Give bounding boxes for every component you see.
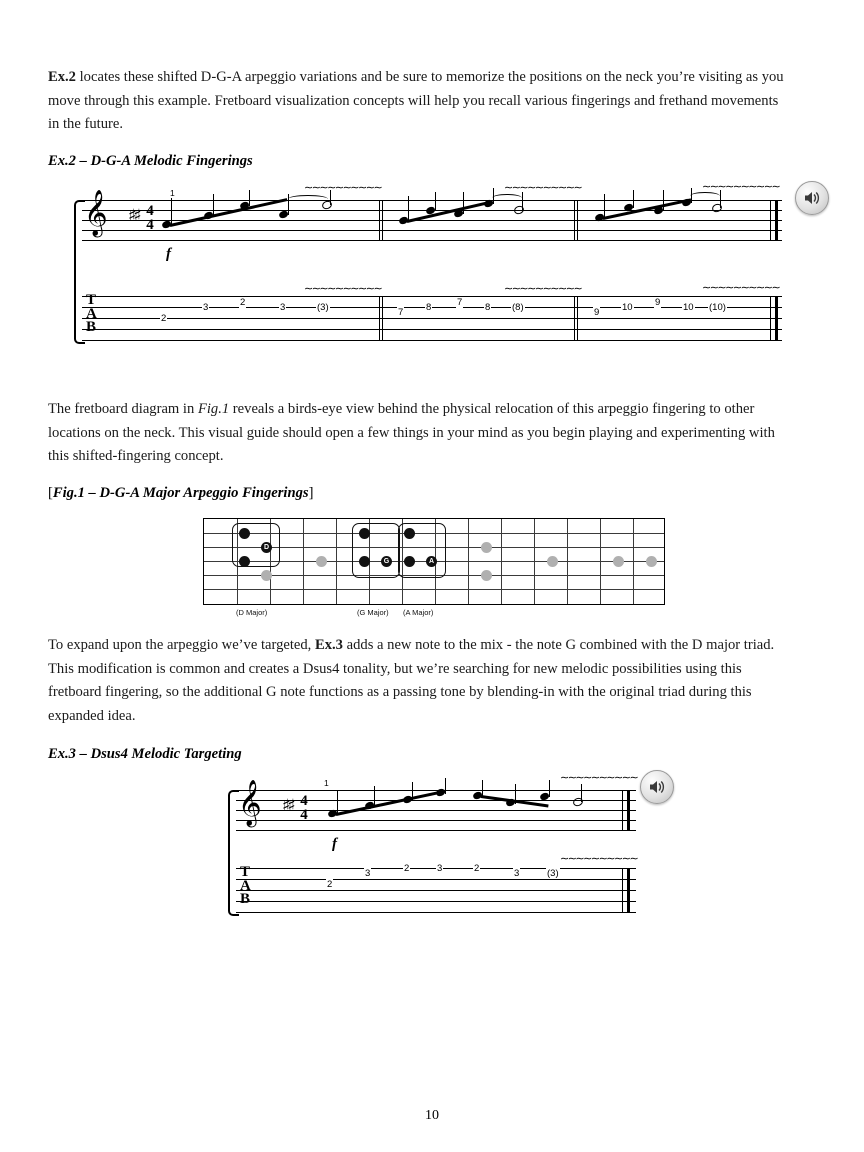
note-stem	[633, 190, 634, 208]
chord-label-a: (A Major)	[403, 608, 434, 617]
tab-number: 2	[240, 297, 246, 308]
shape-box-d	[232, 523, 280, 567]
treble-clef-icon: 𝄞	[238, 780, 262, 826]
barline	[577, 200, 578, 241]
heading-ex3: Ex.3 – Dsus4 Melodic Targeting	[48, 746, 242, 762]
trill-line: ∼∼∼∼∼∼∼∼∼∼	[304, 282, 382, 295]
tab-number: 9	[594, 307, 600, 318]
tab-number: (8)	[512, 302, 524, 313]
heading-fig1-text: Fig.1 – D-G-A Major Arpeggio Fingerings	[52, 485, 309, 501]
barline	[622, 868, 623, 912]
tab-number: (3)	[547, 868, 559, 879]
note-stem	[374, 786, 375, 806]
measure-number: 1	[170, 188, 175, 198]
tab-number: (3)	[317, 302, 329, 313]
note-stem	[171, 198, 172, 224]
treble-clef-icon: 𝄞	[84, 190, 108, 236]
barline	[382, 296, 383, 340]
tab-label: T A B	[240, 864, 251, 907]
note-stem	[522, 192, 523, 210]
barline	[379, 296, 380, 340]
position-marker	[481, 570, 492, 581]
barline	[770, 200, 771, 241]
final-barline	[775, 296, 778, 340]
audio-play-button-ex2[interactable]	[795, 181, 829, 215]
tab-staff	[236, 864, 636, 912]
tab-number: 7	[457, 297, 463, 308]
tab-number: 3	[280, 302, 286, 313]
paragraph-fig1-intro: The fretboard diagram in Fig.1 reveals a birds-eye view behind the physical relocation of this arpeggio fingering to other locations on the neck. This visual guide should open a few things in your mind as you begin playing and experimenting with this shifted-fingering concept.	[48, 401, 775, 465]
note-stem	[581, 784, 582, 802]
trill-line: ∼∼∼∼∼∼∼∼∼∼	[504, 181, 582, 194]
tab-number: 3	[203, 302, 209, 313]
key-signature: ♯♯	[128, 206, 139, 226]
trill-line: ∼∼∼∼∼∼∼∼∼∼	[702, 180, 780, 193]
position-marker	[316, 556, 327, 567]
note-stem	[663, 190, 664, 211]
tie	[288, 195, 328, 203]
shape-box-g	[352, 523, 400, 578]
note-stem	[249, 190, 250, 206]
time-signature: 4 4	[146, 203, 154, 233]
trill-line: ∼∼∼∼∼∼∼∼∼∼	[504, 282, 582, 295]
key-signature: ♯♯	[282, 796, 293, 816]
fretboard-diagram	[203, 518, 665, 605]
tab-number: 9	[655, 297, 661, 308]
trill-line: ∼∼∼∼∼∼∼∼∼∼	[702, 281, 780, 294]
fretboard-dot-root-a: A	[426, 556, 437, 567]
shape-box-a	[398, 523, 446, 578]
trill-line: ∼∼∼∼∼∼∼∼∼∼	[560, 852, 638, 865]
paragraph-intro-ex2: Ex.2 locates these shifted D-G-A arpeggio variations and be sure to memorize the positions on the neck you’re visiting as you move through this example. Fretboard visualization concepts will help you recall various fingerings and frethand movements in the future.	[48, 69, 784, 133]
heading-fig1-open: [	[48, 485, 53, 501]
heading-fig1-close: ]	[308, 485, 314, 501]
tab-number: (10)	[709, 302, 726, 313]
chord-label-g: (G Major)	[357, 608, 389, 617]
position-marker	[547, 556, 558, 567]
measure-number: 1	[324, 778, 329, 788]
trill-line: ∼∼∼∼∼∼∼∼∼∼	[560, 771, 638, 784]
dynamic-forte: f	[166, 246, 171, 262]
barline	[382, 200, 383, 241]
time-signature: 4 4	[300, 793, 308, 823]
tab-label: T A B	[86, 292, 97, 335]
tie	[690, 192, 720, 200]
barline	[379, 200, 380, 241]
tab-number: 3	[437, 863, 443, 874]
tab-number: 8	[426, 302, 432, 313]
fretboard-dot-inactive	[261, 570, 272, 581]
tab-number: 7	[398, 307, 404, 318]
audio-play-button-ex3[interactable]	[640, 770, 674, 804]
note-stem	[604, 194, 605, 217]
tab-number: 2	[161, 313, 167, 324]
position-marker	[481, 542, 492, 553]
speaker-icon	[647, 777, 667, 797]
barline	[622, 790, 623, 831]
note-stem	[549, 780, 550, 797]
note-stem	[213, 194, 214, 216]
dynamic-forte: f	[332, 836, 337, 852]
final-barline	[775, 200, 778, 241]
tab-number: 2	[404, 863, 410, 874]
tab-number: 10	[622, 302, 633, 313]
tab-number: 8	[485, 302, 491, 313]
heading-ex2: Ex.2 – D-G-A Melodic Fingerings	[48, 153, 253, 169]
tab-number: 10	[683, 302, 694, 313]
tie	[492, 194, 522, 202]
tab-number: 2	[474, 863, 480, 874]
note-stem	[337, 790, 338, 813]
page-number: 10	[425, 1108, 439, 1123]
final-barline	[627, 790, 630, 831]
position-marker	[646, 556, 657, 567]
paragraph-intro-ex3: To expand upon the arpeggio we’ve targeted, Ex.3 adds a new note to the mix - the note G combined with the D major triad. This modification is common and creates a Dsus4 tonality, but we’re searching for new melodic possibilities using this fretboard fingering, so the additional G note functions as a passing tone by blending-in with the original triad during this expanded idea.	[48, 637, 775, 724]
chord-label-d: (D Major)	[236, 608, 268, 617]
tab-number: 2	[327, 879, 333, 890]
speaker-icon	[802, 188, 822, 208]
notation-system-ex2	[74, 180, 786, 340]
final-barline	[627, 868, 630, 912]
notation-system-ex3	[228, 771, 638, 912]
trill-line: ∼∼∼∼∼∼∼∼∼∼	[304, 181, 382, 194]
note-stem	[408, 196, 409, 220]
fretboard-dot-root-d: D	[261, 542, 272, 553]
note-stem	[435, 192, 436, 211]
barline	[574, 296, 575, 340]
position-marker	[613, 556, 624, 567]
fretboard-dot-root-g: G	[381, 556, 392, 567]
note-stem	[463, 192, 464, 214]
heading-fig1	[48, 485, 313, 502]
tab-number: 3	[365, 868, 371, 879]
barline	[577, 296, 578, 340]
barline	[574, 200, 575, 241]
tab-number: 3	[514, 868, 520, 879]
barline	[770, 296, 771, 340]
